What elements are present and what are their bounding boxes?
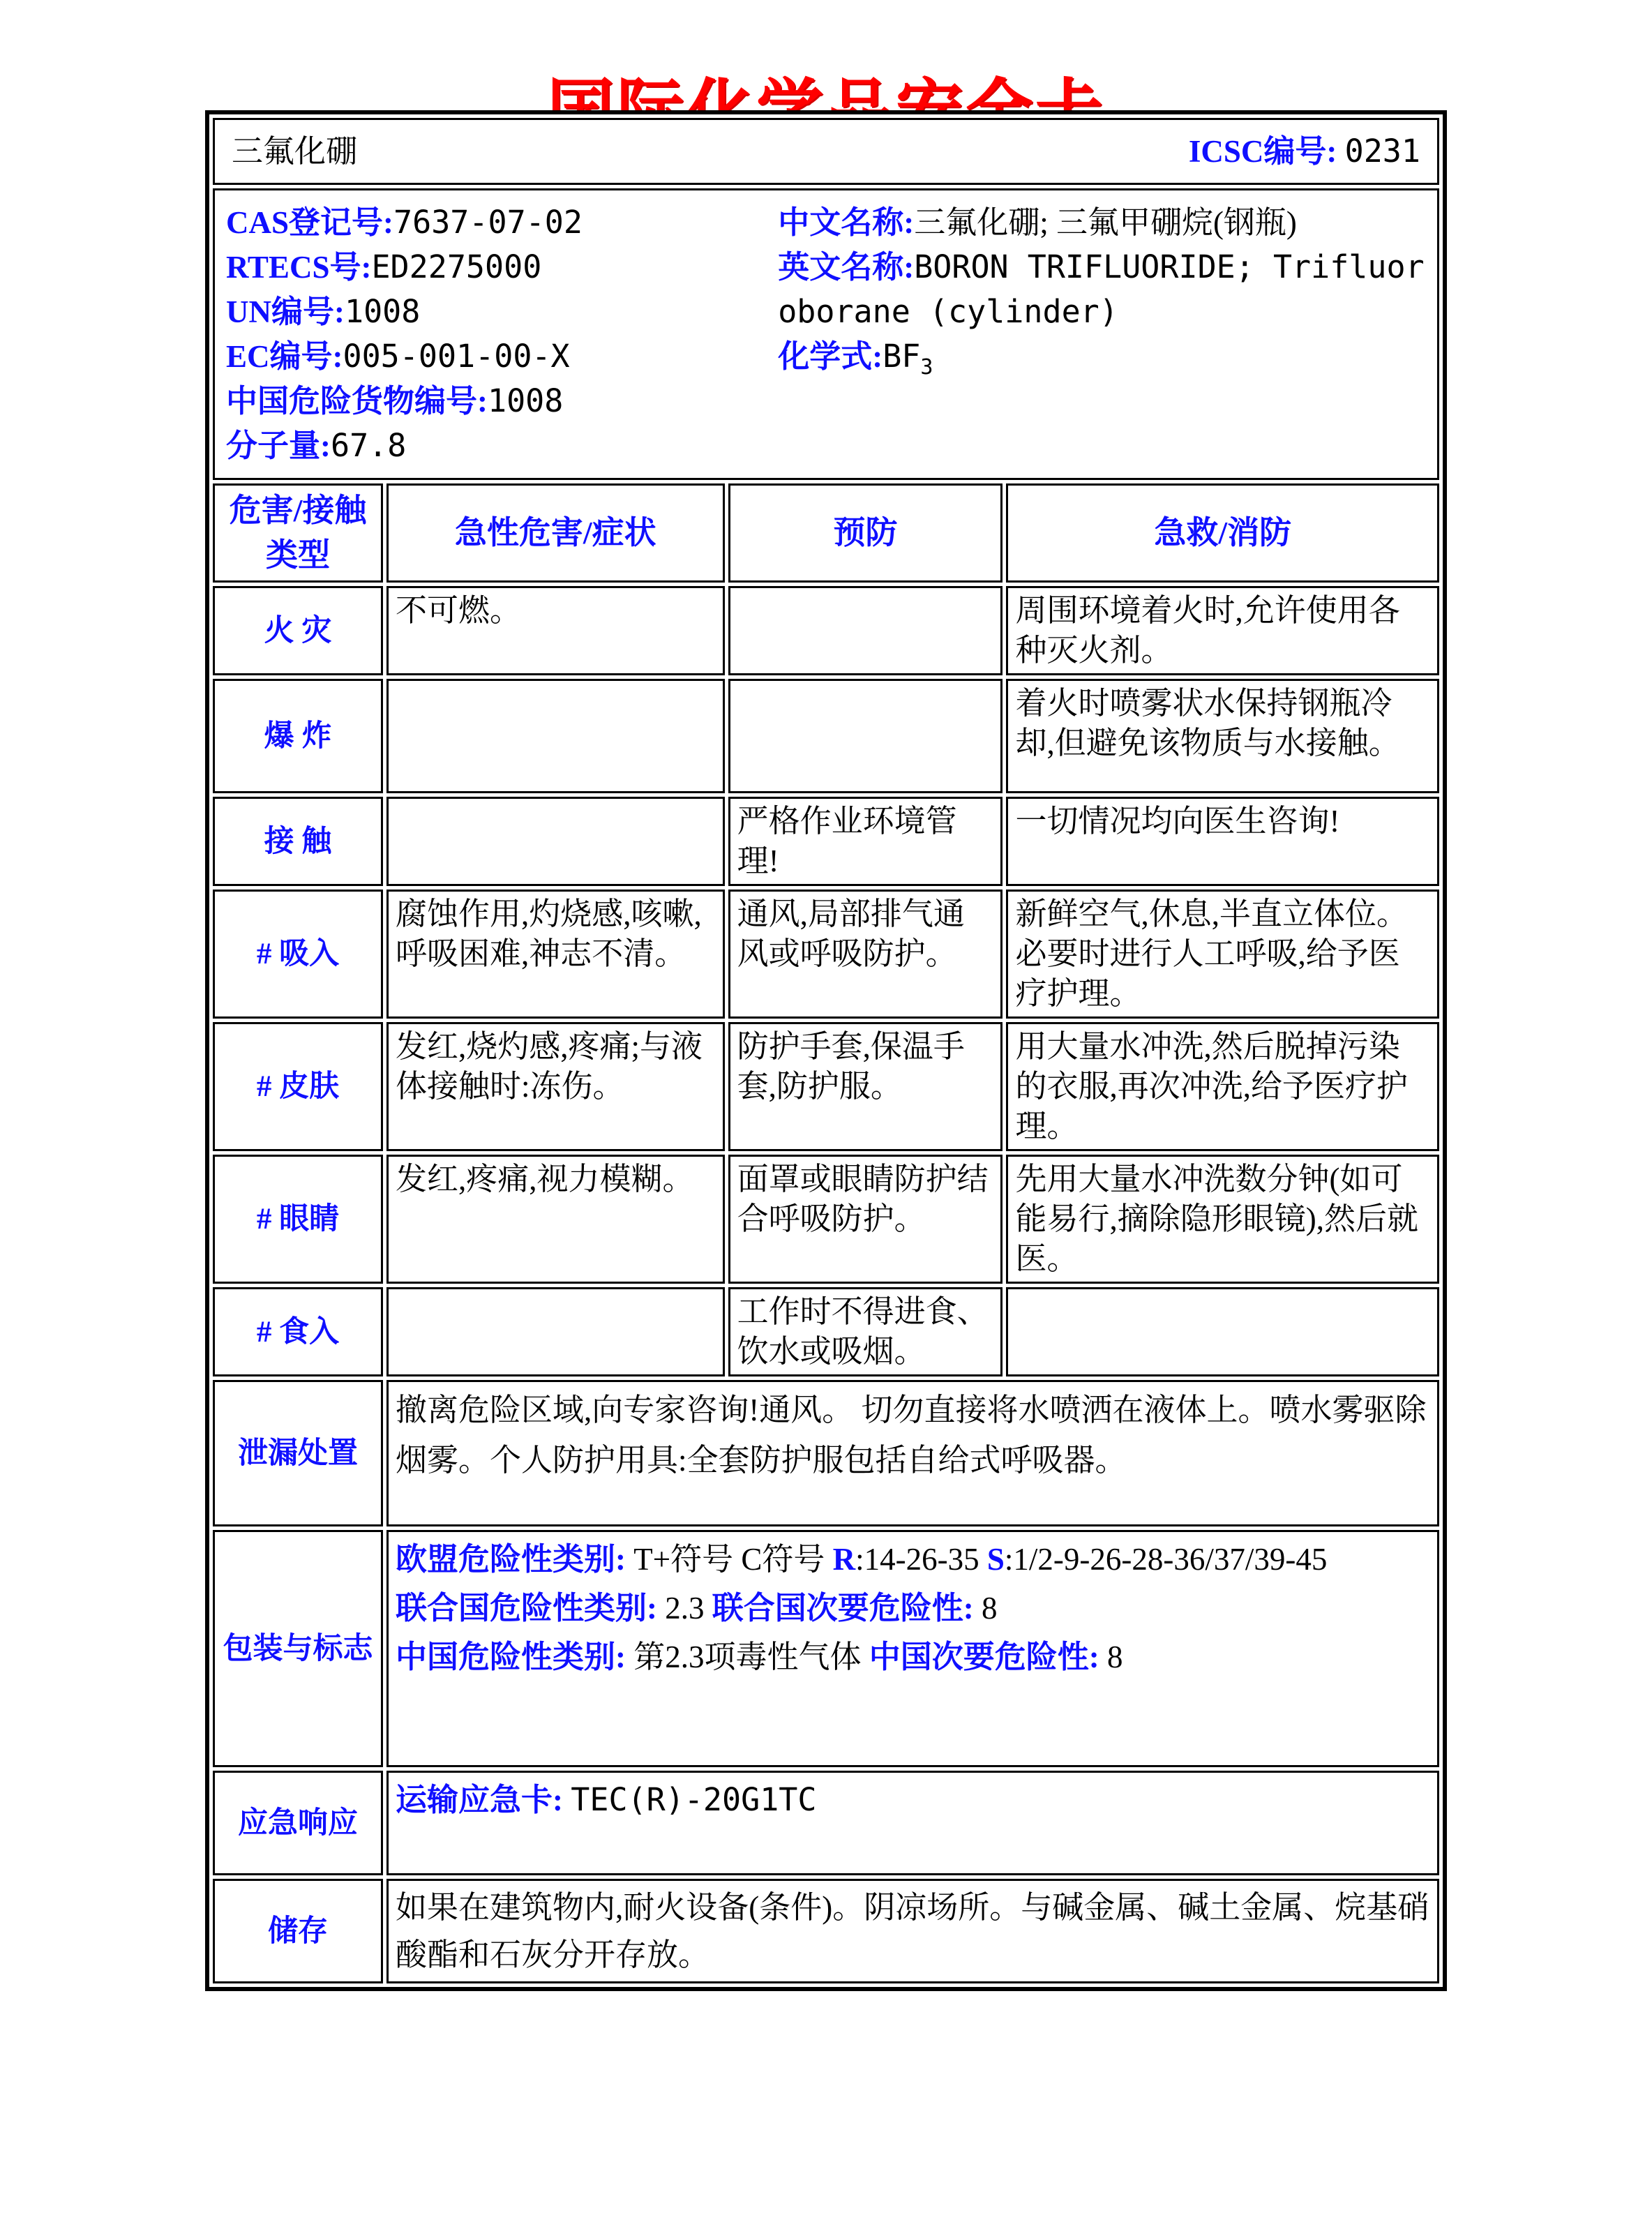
hazard-row-inhalation <box>213 890 1439 1019</box>
text-run: 联合国危险性类别: <box>396 1591 658 1626</box>
explosion-first-aid: 着火时喷雾状水保持钢瓶冷却,但避免该物质与水接触。 <box>1006 679 1439 793</box>
icsc-number-group <box>1189 131 1420 172</box>
section-row-storage <box>213 1879 1439 1983</box>
ingestion-symptoms <box>386 1287 725 1376</box>
text-run: 8 <box>1099 1640 1123 1674</box>
spill-content-cell <box>386 1380 1439 1526</box>
field-rtecs: RTECS号:ED2275000 <box>226 248 542 285</box>
hazard-row-explosion <box>213 679 1439 793</box>
row-label-fire: 火 灾 <box>213 586 383 675</box>
packaging-content-cell <box>386 1530 1439 1767</box>
fire-first-aid: 周围环境着火时,允许使用各种灭火剂。 <box>1006 586 1439 675</box>
ingestion-first-aid <box>1006 1287 1439 1376</box>
eyes-prevention: 面罩或眼睛防护结合呼吸防护。 <box>728 1155 1003 1284</box>
skin-symptoms: 发红,烧灼感,疼痛;与液体接触时:冻伤。 <box>386 1022 725 1151</box>
col-header-hazard-type: 危害/接触类型 <box>213 483 383 583</box>
text-run: 8 <box>973 1591 998 1626</box>
text-run: T+符号 C符号 <box>626 1542 833 1577</box>
transport-card-value: TEC(R)-20G1TC <box>571 1781 817 1818</box>
spill-content: 撤离危险区域,向专家咨询!通风。 切勿直接将水喷洒在液体上。喷水雾驱除烟雾。个人防护用具:全套防护服包括自给式呼吸器。 <box>396 1393 1427 1478</box>
row-label-skin: # 皮肤 <box>213 1022 383 1151</box>
field-formula: 化学式$:BF_3$ <box>778 338 933 380</box>
icsc-number-value: 0231 <box>1344 133 1420 170</box>
section-label-spill: 泄漏处置 <box>213 1380 383 1526</box>
inhalation-symptoms: 腐蚀作用,灼烧感,咳嗽,呼吸困难,神志不清。 <box>386 890 725 1019</box>
field-molecular-weight: 分子量:67.8 <box>226 427 407 464</box>
text-run: 第2.3项毒性气体 <box>626 1640 869 1674</box>
col-header-first-aid: 急救/消防 <box>1006 483 1439 583</box>
col-header-symptoms: 急性危害/症状 <box>386 483 725 583</box>
hazard-row-fire <box>213 586 1439 675</box>
section-row-packaging <box>213 1530 1439 1767</box>
field-cn-name: 中文名称:三氟化硼; 三氟甲硼烷(钢瓶) <box>778 205 1297 240</box>
safety-card <box>205 110 1447 1991</box>
text-run: :14-26-35 <box>855 1542 987 1577</box>
section-label-storage: 储存 <box>213 1879 383 1983</box>
packaging-line <box>396 1535 1430 1584</box>
transport-card-label: 运输应急卡: <box>396 1783 564 1817</box>
exposure-symptoms <box>386 797 725 886</box>
substance-name: 三氟化硼 <box>232 133 358 169</box>
text-run: S <box>986 1542 1005 1577</box>
packaging-line <box>396 1584 1430 1633</box>
hazard-row-eyes <box>213 1155 1439 1284</box>
hazard-row-exposure <box>213 797 1439 886</box>
skin-first-aid: 用大量水冲洗,然后脱掉污染的衣服,再次冲洗,给予医疗护理。 <box>1006 1022 1439 1151</box>
row-label-explosion: 爆 炸 <box>213 679 383 793</box>
text-run: 中国危险性类别: <box>396 1640 626 1674</box>
eyes-symptoms: 发红,疼痛,视力模糊。 <box>386 1155 725 1284</box>
exposure-first-aid: 一切情况均向医生咨询! <box>1006 797 1439 886</box>
row-label-ingestion: # 食入 <box>213 1287 383 1376</box>
fire-prevention <box>728 586 1003 675</box>
ingestion-prevention: 工作时不得进食、饮水或吸烟。 <box>728 1287 1003 1376</box>
text-run: 2.3 <box>657 1591 712 1626</box>
col-header-prevention: 预防 <box>728 483 1003 583</box>
row-label-eyes: # 眼睛 <box>213 1155 383 1284</box>
inhalation-first-aid: 新鲜空气,休息,半直立体位。必要时进行人工呼吸,给予医疗护理。 <box>1006 890 1439 1019</box>
row-label-inhalation: # 吸入 <box>213 890 383 1019</box>
field-cn-dangerous-goods: 中国危险货物编号:1008 <box>226 382 564 419</box>
explosion-prevention <box>728 679 1003 793</box>
text-run: R <box>832 1542 856 1577</box>
storage-content: 如果在建筑物内,耐火设备(条件)。阴凉场所。与碱金属、碱土金属、烷基硝酸酯和石灰分开存放。 <box>396 1890 1429 1972</box>
field-ec: EC编号:005-001-00-X <box>226 338 570 375</box>
fire-symptoms: 不可燃。 <box>386 586 725 675</box>
section-label-packaging: 包装与标志 <box>213 1530 383 1767</box>
section-label-emergency: 应急响应 <box>213 1771 383 1875</box>
exposure-prevention: 严格作业环境管理! <box>728 797 1003 886</box>
icsc-table <box>205 110 1447 1991</box>
identification-left <box>226 200 778 468</box>
section-row-emergency <box>213 1771 1439 1875</box>
identification-block <box>213 188 1439 480</box>
text-run: 中国次要危险性: <box>869 1640 1099 1674</box>
text-run: 欧盟危险性类别: <box>396 1542 626 1577</box>
name-row <box>213 118 1439 185</box>
text-run: :1/2-9-26-28-36/37/39-45 <box>1004 1542 1328 1577</box>
skin-prevention: 防护手套,保温手套,防护服。 <box>728 1022 1003 1151</box>
emergency-content-cell <box>386 1771 1439 1875</box>
eyes-first-aid: 先用大量水冲洗数分钟(如可能易行,摘除隐形眼镜),然后就医。 <box>1006 1155 1439 1284</box>
hazard-row-skin <box>213 1022 1439 1151</box>
explosion-symptoms <box>386 679 725 793</box>
field-cas: CAS登记号:7637-07-02 <box>226 204 583 241</box>
text-run: 联合国次要危险性: <box>712 1591 974 1626</box>
field-en-name: 英文名称:BORON TRIFLUORIDE; Trifluoroborane (cylinder) <box>778 248 1425 330</box>
section-row-spill <box>213 1380 1439 1526</box>
hazard-row-ingestion <box>213 1287 1439 1376</box>
icsc-number-label: ICSC编号: <box>1188 134 1337 169</box>
inhalation-prevention: 通风,局部排气通风或呼吸防护。 <box>728 890 1003 1019</box>
identification-right <box>778 200 1426 468</box>
storage-content-cell <box>386 1879 1439 1983</box>
row-label-exposure: 接 触 <box>213 797 383 886</box>
field-un: UN编号:1008 <box>226 293 421 330</box>
packaging-line <box>396 1633 1430 1681</box>
emergency-content <box>396 1776 1430 1824</box>
